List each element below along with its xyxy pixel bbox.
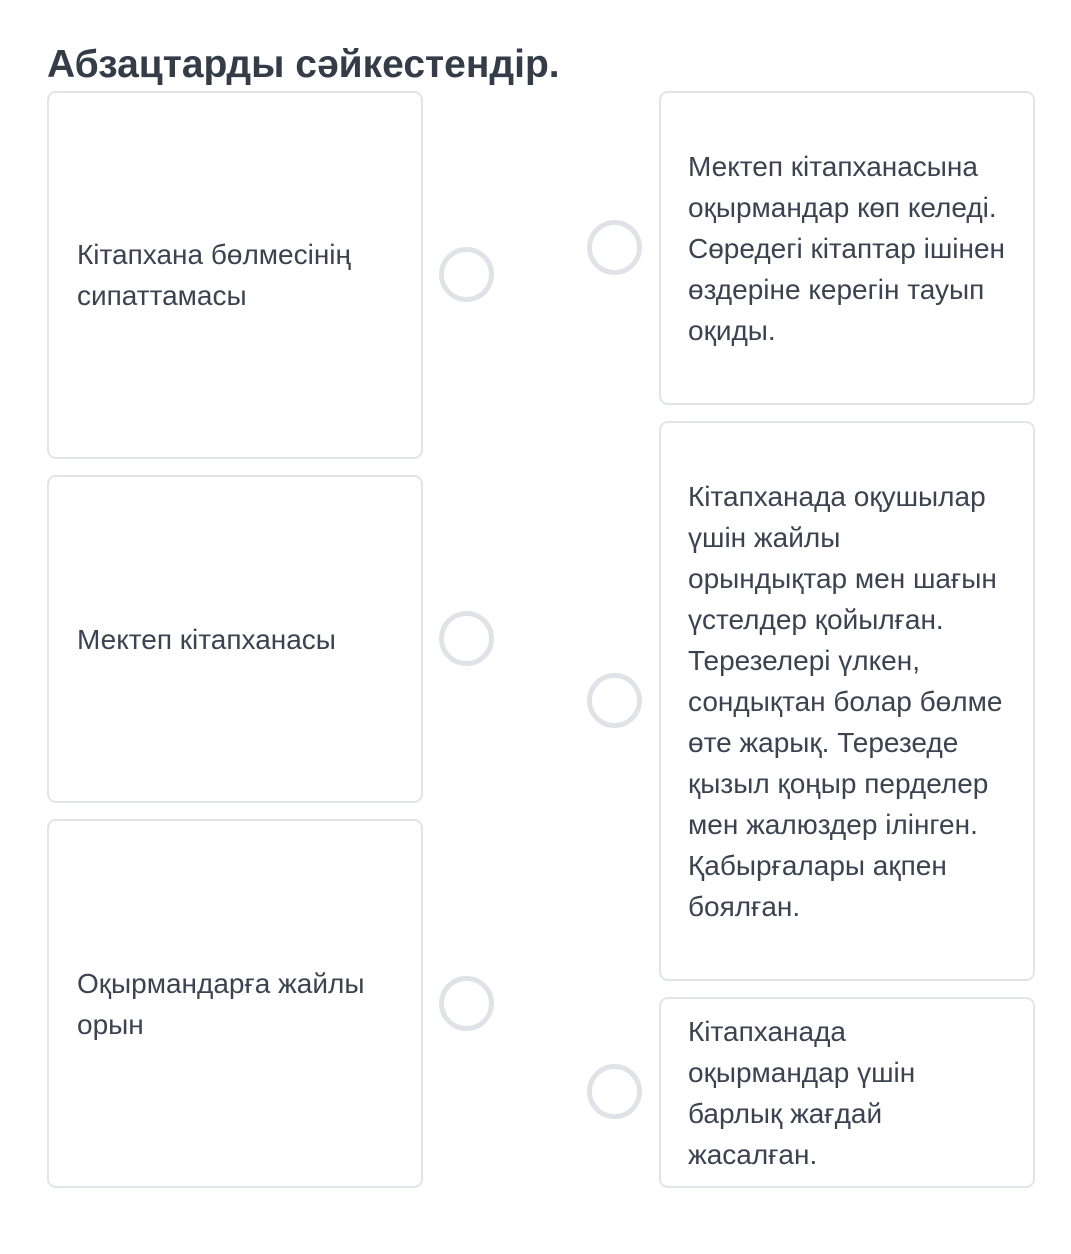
right-connector-3[interactable] bbox=[587, 1064, 642, 1119]
left-card-label: Кітапхана бөлмесінің сипаттамасы bbox=[77, 239, 351, 311]
right-card-label: Мектеп кітапханасына оқырмандар көп келеді. Сөредегі кітаптар ішінен өздеріне керегін тауып оқиды. bbox=[688, 150, 1005, 346]
right-card-label: Кітапханада оқушылар үшін жайлы орындықтар мен шағын үстелдер қойылған. Терезелері үлкен, сондықтан болар бөлме өте жарық. Терезеде қызыл қоңыр перделер мен жалюздер ілінген. Қабырғалары ақпен боялған. bbox=[688, 480, 1003, 922]
left-connector-1[interactable] bbox=[439, 247, 494, 302]
right-connector-2[interactable] bbox=[587, 673, 642, 728]
left-connector-3[interactable] bbox=[439, 976, 494, 1031]
right-card-label: Кітапханада оқырмандар үшін барлық жағдай жасалған. bbox=[688, 1015, 916, 1170]
right-connector-1[interactable] bbox=[587, 220, 642, 275]
right-card-1[interactable] bbox=[659, 91, 1035, 405]
left-card-2[interactable] bbox=[47, 475, 423, 803]
right-card-3[interactable] bbox=[659, 997, 1035, 1188]
left-card-label: Мектеп кітапханасы bbox=[77, 623, 336, 655]
left-card-3[interactable] bbox=[47, 819, 423, 1188]
left-card-1[interactable] bbox=[47, 91, 423, 459]
left-connector-2[interactable] bbox=[439, 611, 494, 666]
left-card-label: Оқырмандарға жайлы орын bbox=[77, 967, 365, 1040]
page-title: Абзацтарды сәйкестендір. bbox=[47, 43, 560, 86]
right-card-2[interactable] bbox=[659, 421, 1035, 981]
